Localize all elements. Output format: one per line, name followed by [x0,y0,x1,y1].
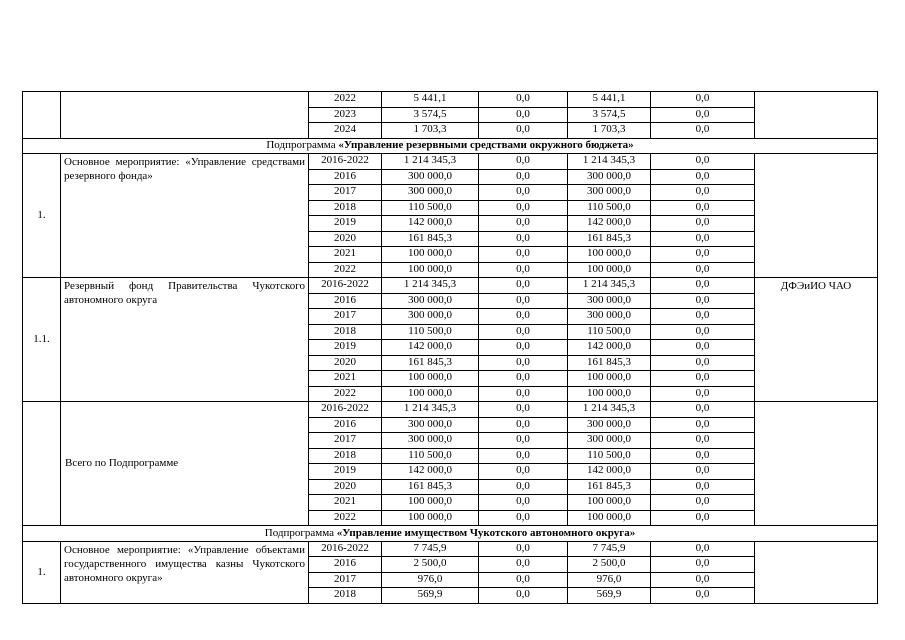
federal-cell: 0,0 [479,185,568,201]
regional-cell: 161 845,3 [568,355,651,371]
responsible-cell [755,92,878,139]
total-cell: 110 500,0 [382,200,479,216]
year-cell: 2019 [309,216,382,232]
subprogram-header-row [23,526,878,542]
federal-cell: 0,0 [479,464,568,480]
year-cell: 2016 [309,557,382,573]
other-cell: 0,0 [651,107,755,123]
other-cell: 0,0 [651,293,755,309]
regional-cell: 300 000,0 [568,185,651,201]
regional-cell: 300 000,0 [568,293,651,309]
year-cell: 2023 [309,107,382,123]
regional-cell: 110 500,0 [568,324,651,340]
total-cell: 300 000,0 [382,417,479,433]
regional-cell: 2 500,0 [568,557,651,573]
year-cell: 2022 [309,386,382,402]
table-row [23,92,878,108]
year-cell: 2016-2022 [309,541,382,557]
total-cell: 110 500,0 [382,324,479,340]
year-cell: 2017 [309,572,382,588]
federal-cell: 0,0 [479,231,568,247]
federal-cell: 0,0 [479,479,568,495]
total-cell: 1 214 345,3 [382,154,479,170]
regional-cell: 300 000,0 [568,433,651,449]
budget-table [22,91,878,604]
other-cell: 0,0 [651,510,755,526]
other-cell: 0,0 [651,340,755,356]
federal-cell: 0,0 [479,262,568,278]
federal-cell: 0,0 [479,154,568,170]
subprogram-prefix: Подпрограмма [266,139,339,152]
total-cell: 300 000,0 [382,293,479,309]
federal-cell: 0,0 [479,247,568,263]
other-cell: 0,0 [651,433,755,449]
year-cell: 2019 [309,464,382,480]
regional-cell: 1 703,3 [568,123,651,139]
federal-cell: 0,0 [479,541,568,557]
regional-cell: 100 000,0 [568,495,651,511]
federal-cell: 0,0 [479,92,568,108]
regional-cell: 110 500,0 [568,200,651,216]
regional-cell: 110 500,0 [568,448,651,464]
year-cell: 2021 [309,371,382,387]
item-number: 1. [23,541,61,603]
federal-cell: 0,0 [479,340,568,356]
federal-cell: 0,0 [479,169,568,185]
year-cell: 2016-2022 [309,402,382,418]
year-cell: 2024 [309,123,382,139]
item-name: Всего по Подпрограмме [61,402,309,526]
table-row [23,154,878,170]
year-cell: 2018 [309,448,382,464]
total-cell: 110 500,0 [382,448,479,464]
year-cell: 2020 [309,231,382,247]
federal-cell: 0,0 [479,557,568,573]
total-cell: 300 000,0 [382,433,479,449]
year-cell: 2016-2022 [309,154,382,170]
year-cell: 2016 [309,169,382,185]
item-number: 1.1. [23,278,61,402]
federal-cell: 0,0 [479,324,568,340]
other-cell: 0,0 [651,231,755,247]
total-cell: 569,9 [382,588,479,604]
year-cell: 2018 [309,200,382,216]
year-cell: 2018 [309,324,382,340]
year-cell: 2016 [309,417,382,433]
item-name [61,92,309,139]
total-cell: 1 703,3 [382,123,479,139]
total-cell: 100 000,0 [382,386,479,402]
federal-cell: 0,0 [479,200,568,216]
other-cell: 0,0 [651,92,755,108]
regional-cell: 1 214 345,3 [568,154,651,170]
total-cell: 976,0 [382,572,479,588]
other-cell: 0,0 [651,123,755,139]
table-row [23,278,878,294]
year-cell: 2022 [309,92,382,108]
subprogram-header-row [23,138,878,154]
item-name: Резервный фонд Правительства Чукотского автономного округа [61,278,309,402]
federal-cell: 0,0 [479,107,568,123]
other-cell: 0,0 [651,216,755,232]
total-cell: 300 000,0 [382,309,479,325]
other-cell: 0,0 [651,495,755,511]
regional-cell: 142 000,0 [568,340,651,356]
year-cell: 2016 [309,293,382,309]
year-cell: 2022 [309,262,382,278]
total-cell: 142 000,0 [382,464,479,480]
other-cell: 0,0 [651,588,755,604]
other-cell: 0,0 [651,355,755,371]
other-cell: 0,0 [651,185,755,201]
regional-cell: 100 000,0 [568,262,651,278]
total-cell: 5 441,1 [382,92,479,108]
year-cell: 2020 [309,479,382,495]
federal-cell: 0,0 [479,495,568,511]
table-row [23,402,878,418]
subprogram-prefix: Подпрограмма [264,526,337,539]
federal-cell: 0,0 [479,448,568,464]
total-cell: 161 845,3 [382,355,479,371]
other-cell: 0,0 [651,541,755,557]
total-cell: 300 000,0 [382,169,479,185]
federal-cell: 0,0 [479,433,568,449]
year-cell: 2022 [309,510,382,526]
total-cell: 2 500,0 [382,557,479,573]
year-cell: 2016-2022 [309,278,382,294]
regional-cell: 3 574,5 [568,107,651,123]
federal-cell: 0,0 [479,386,568,402]
federal-cell: 0,0 [479,588,568,604]
total-cell: 1 214 345,3 [382,402,479,418]
subprogram-title: «Управление имуществом Чукотского автономного округа» [336,526,636,539]
total-cell: 142 000,0 [382,216,479,232]
regional-cell: 142 000,0 [568,464,651,480]
federal-cell: 0,0 [479,417,568,433]
total-cell: 3 574,5 [382,107,479,123]
other-cell: 0,0 [651,200,755,216]
regional-cell: 1 214 345,3 [568,278,651,294]
other-cell: 0,0 [651,464,755,480]
regional-cell: 161 845,3 [568,479,651,495]
item-name: Основное мероприятие: «Управление средствами резервного фонда» [61,154,309,278]
responsible-cell [755,154,878,278]
item-number: 1. [23,154,61,278]
regional-cell: 5 441,1 [568,92,651,108]
year-cell: 2017 [309,185,382,201]
total-cell: 100 000,0 [382,510,479,526]
item-number [23,92,61,139]
total-cell: 7 745,9 [382,541,479,557]
federal-cell: 0,0 [479,572,568,588]
total-cell: 100 000,0 [382,262,479,278]
total-cell: 142 000,0 [382,340,479,356]
other-cell: 0,0 [651,402,755,418]
regional-cell: 300 000,0 [568,417,651,433]
total-cell: 161 845,3 [382,479,479,495]
federal-cell: 0,0 [479,510,568,526]
other-cell: 0,0 [651,572,755,588]
other-cell: 0,0 [651,262,755,278]
regional-cell: 7 745,9 [568,541,651,557]
year-cell: 2020 [309,355,382,371]
year-cell: 2019 [309,340,382,356]
federal-cell: 0,0 [479,309,568,325]
subprogram-header [23,526,878,542]
table-body [23,92,878,604]
other-cell: 0,0 [651,386,755,402]
table-row [23,541,878,557]
subprogram-title: «Управление резервными средствами окружного бюджета» [338,139,634,152]
regional-cell: 100 000,0 [568,247,651,263]
federal-cell: 0,0 [479,278,568,294]
other-cell: 0,0 [651,448,755,464]
regional-cell: 300 000,0 [568,309,651,325]
federal-cell: 0,0 [479,371,568,387]
subprogram-header [23,138,878,154]
other-cell: 0,0 [651,309,755,325]
total-cell: 161 845,3 [382,231,479,247]
item-name: Основное мероприятие: «Управление объектами государственного имущества казны Чукотского автономного округа» [61,541,309,603]
total-cell: 100 000,0 [382,371,479,387]
regional-cell: 569,9 [568,588,651,604]
federal-cell: 0,0 [479,293,568,309]
total-cell: 100 000,0 [382,495,479,511]
total-cell: 100 000,0 [382,247,479,263]
other-cell: 0,0 [651,557,755,573]
year-cell: 2021 [309,495,382,511]
other-cell: 0,0 [651,154,755,170]
other-cell: 0,0 [651,324,755,340]
regional-cell: 100 000,0 [568,510,651,526]
year-cell: 2018 [309,588,382,604]
regional-cell: 100 000,0 [568,371,651,387]
federal-cell: 0,0 [479,123,568,139]
regional-cell: 100 000,0 [568,386,651,402]
other-cell: 0,0 [651,479,755,495]
year-cell: 2021 [309,247,382,263]
regional-cell: 161 845,3 [568,231,651,247]
responsible-cell [755,402,878,526]
responsible-cell [755,541,878,603]
other-cell: 0,0 [651,417,755,433]
other-cell: 0,0 [651,247,755,263]
year-cell: 2017 [309,433,382,449]
regional-cell: 976,0 [568,572,651,588]
total-cell: 1 214 345,3 [382,278,479,294]
item-number [23,402,61,526]
other-cell: 0,0 [651,169,755,185]
responsible-cell: ДФЭиИО ЧАО [755,278,878,402]
regional-cell: 300 000,0 [568,169,651,185]
other-cell: 0,0 [651,371,755,387]
total-cell: 300 000,0 [382,185,479,201]
regional-cell: 142 000,0 [568,216,651,232]
regional-cell: 1 214 345,3 [568,402,651,418]
federal-cell: 0,0 [479,402,568,418]
federal-cell: 0,0 [479,355,568,371]
federal-cell: 0,0 [479,216,568,232]
year-cell: 2017 [309,309,382,325]
other-cell: 0,0 [651,278,755,294]
